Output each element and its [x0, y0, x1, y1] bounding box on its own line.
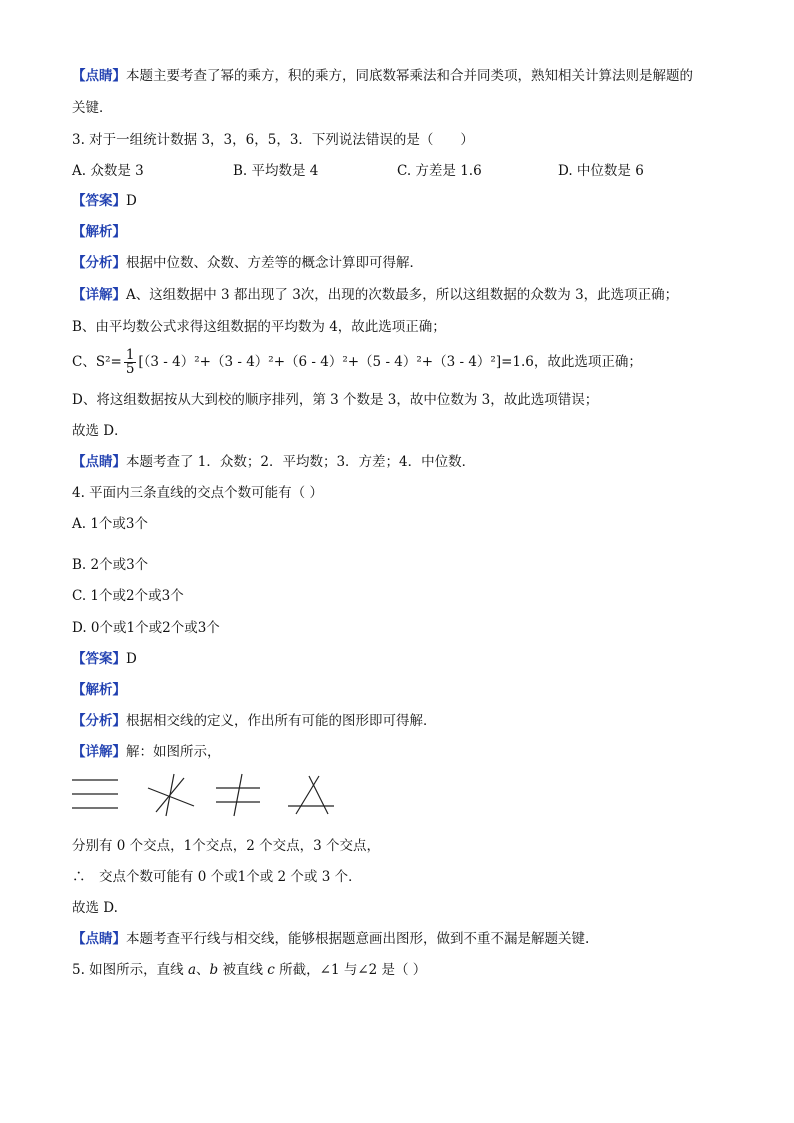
fenxi-tag: 【分析】 — [72, 255, 126, 271]
q4-option-b: B. 2个或3个 — [72, 557, 149, 573]
q3-answer — [72, 191, 137, 211]
two-intersection-diagram — [216, 774, 260, 816]
q4-xiangjie — [72, 742, 221, 762]
var-a: a — [187, 962, 197, 978]
q3-dianjing — [72, 452, 475, 472]
q4-therefore: ∴ 交点个数可能有 0 个或1个或 2 个或 3 个． — [72, 869, 362, 885]
fenxi-tag: 【分析】 — [72, 713, 126, 729]
dianjing-text: 本题考查平行线与相交线，能够根据题意画出图形，做到不重不漏是解题关键. — [126, 931, 590, 947]
q3-option-a: A. 众数是 3 — [72, 163, 144, 179]
q4-option-d: D. 0个或1个或2个或3个 — [72, 620, 220, 636]
xiangjie-text: 解：如图所示， — [126, 744, 221, 760]
transversal-line — [234, 774, 242, 816]
xiangjie-tag: 【详解】 — [72, 287, 126, 303]
q3-line-b: B、由平均数公式求得这组数据的平均数为 4，故此选项正确； — [72, 319, 446, 335]
q3-line-c — [72, 348, 642, 376]
q3-stem: 3. 对于一组统计数据 3，3，6，5，3．下列说法错误的是（ ） — [72, 132, 474, 148]
answer-value: D — [126, 193, 137, 209]
q2-dianjing-line1 — [72, 66, 693, 86]
fraction-denominator: 5 — [125, 361, 135, 377]
dianjing-tag: 【点睛】 — [72, 68, 126, 84]
dianjing-tag: 【点睛】 — [72, 454, 126, 470]
answer-tag: 【答案】 — [72, 651, 126, 667]
q4-option-c: C. 1个或2个或3个 — [72, 588, 184, 604]
fenxi-text: 根据中位数、众数、方差等的概念计算即可得解． — [126, 255, 423, 271]
q4-fenxi — [72, 711, 437, 731]
q4-choose: 故选 D. — [72, 900, 118, 916]
line — [309, 776, 328, 814]
stem-part: 所截，∠1 与∠2 是（ ） — [274, 962, 427, 978]
q5-stem — [72, 960, 426, 980]
stem-part: 5. 如图所示，直线 — [72, 962, 188, 978]
fenxi-text: 根据相交线的定义，作出所有可能的图形即可得解． — [126, 713, 437, 729]
variance-formula: [（3 - 4）²+（3 - 4）²+（6 - 4）²+（5 - 4）²+（3 - 4）²]=1.6，故此选项正确； — [138, 354, 642, 370]
q3-line-d: D、将这组数据按从大到校的顺序排列，第 3 个数是 3，故中位数为 3，故此选项错误； — [72, 392, 599, 408]
var-c: c — [267, 962, 275, 978]
q4-stem: 4. 平面内三条直线的交点个数可能有（ ） — [72, 485, 323, 501]
answer-value: D — [126, 651, 137, 667]
dianjing-tag: 【点睛】 — [72, 931, 126, 947]
xiangjie-tag: 【详解】 — [72, 744, 126, 760]
q3-fenxi — [72, 253, 423, 273]
xiangjie-text: A、这组数据中 3 都出现了 3次，出现的次数最多，所以这组数据的众数为 3，此选项正确； — [126, 287, 679, 303]
variance-prefix: C、S²= — [72, 354, 122, 370]
dianjing-text: 本题主要考查了幂的乘方，积的乘方，同底数幂乘法和合并同类项，熟知相关计算法则是解题的 — [126, 68, 693, 84]
jiexi-tag: 【解析】 — [72, 224, 126, 240]
q2-dianjing-line2: 关键． — [72, 100, 113, 116]
dianjing-text: 本题考查了 1．众数；2．平均数；3．方差；4．中位数． — [126, 454, 476, 470]
fraction-numerator: 1 — [125, 347, 135, 363]
q3-option-d: D. 中位数是 6 — [558, 163, 644, 179]
q4-jiexi — [72, 680, 126, 700]
stem-part: 、 — [196, 962, 210, 978]
three-intersection-diagram — [288, 776, 334, 814]
q3-jiexi — [72, 222, 126, 242]
lines-intersection-figure — [66, 770, 346, 820]
answer-tag: 【答案】 — [72, 193, 126, 209]
q3-xiangjie — [72, 285, 678, 305]
q4-option-a: A. 1个或3个 — [72, 516, 149, 532]
q4-answer — [72, 649, 137, 669]
q4-dianjing — [72, 929, 589, 949]
zero-intersection-diagram — [72, 780, 118, 808]
q3-option-b: B. 平均数是 4 — [233, 163, 319, 179]
stem-part: 被直线 — [218, 962, 268, 978]
fraction — [124, 349, 137, 376]
q3-option-c: C. 方差是 1.6 — [397, 163, 482, 179]
line — [296, 776, 319, 814]
one-intersection-diagram — [148, 774, 194, 816]
q4-counts: 分别有 0 个交点，1个交点，2 个交点，3 个交点， — [72, 838, 381, 854]
var-b: b — [209, 962, 219, 978]
jiexi-tag: 【解析】 — [72, 682, 126, 698]
q3-choose: 故选 D． — [72, 423, 128, 439]
